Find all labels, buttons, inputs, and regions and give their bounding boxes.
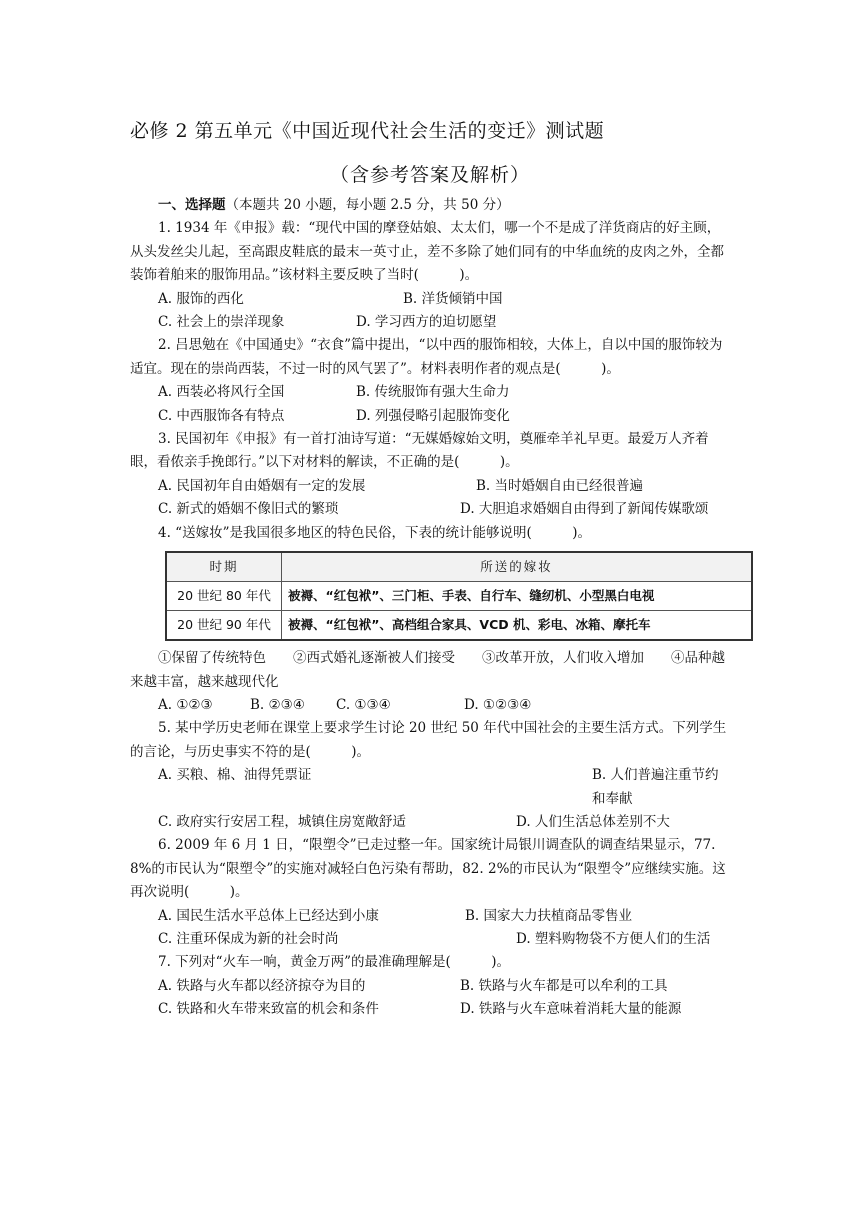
question-6-options-row1: [130, 905, 728, 928]
document-title: 必修 2 第五单元《中国近现代社会生活的变迁》测试题: [130, 120, 605, 142]
question-2-option-a: A. 西装必将风行全国: [158, 384, 285, 401]
question-2-option-d: D. 列强侵略引起服饰变化: [356, 407, 510, 424]
question-1-option-b: B. 洋货倾销中国: [403, 290, 503, 307]
question-7-option-b: B. 铁路与火车都是可以牟利的工具: [460, 977, 668, 994]
question-4-option-c: C. ①③④: [336, 696, 391, 713]
question-6-option-b: B. 国家大力扶植商品零售业: [465, 907, 633, 924]
question-4-options: [130, 694, 728, 717]
question-3-options-row1: [130, 475, 728, 498]
table-row: [166, 582, 752, 611]
table-cell-dowry: 被褥、“红包袱”、三门柜、手表、自行车、缝纫机、小型黑白电视: [282, 582, 753, 611]
section-heading: [130, 194, 728, 217]
section-label: 一、选择题: [158, 197, 226, 213]
question-6-option-a: A. 国民生活水平总体上已经达到小康: [158, 907, 379, 924]
table-header-row: [166, 552, 752, 582]
question-2-text: 2. 吕思勉在《中国通史》“衣食”篇中提出，“以中西的服饰相较，大体上，自以中国的服饰较为适宜。现在的崇尚西装，不过一时的风气罢了”。材料表明作者的观点是( )。: [130, 337, 723, 377]
table-cell-period: 20 世纪 90 年代: [166, 611, 282, 641]
question-4-statements: ①保留了传统特色 ②西式婚礼逐渐被人们接受 ③改革开放，人们收入增加 ④品种越来越丰富，越来越现代化: [130, 650, 725, 690]
question-1-option-d: D. 学习西方的迫切愿望: [356, 314, 497, 331]
question-3-option-c: C. 新式的婚姻不像旧式的繁琐: [158, 501, 339, 518]
dowry-table: [165, 551, 753, 641]
table-header-dowry: 所送的嫁妆: [282, 552, 753, 582]
question-5-options-row2: [130, 811, 728, 834]
question-2-options-row1: [130, 381, 728, 404]
question-list: [130, 194, 728, 1022]
question-1-options-row2: [130, 311, 728, 334]
table-row: [166, 611, 752, 641]
table-header-period: 时期: [166, 552, 282, 582]
question-6-option-c: C. 注重环保成为新的社会时尚: [158, 930, 339, 947]
question-7-options-row2: [130, 998, 728, 1021]
question-5-options-row1: [130, 764, 728, 811]
document-subtitle: （含参考答案及解析）: [329, 164, 530, 186]
question-5-option-a: A. 买粮、棉、油得凭票证: [158, 767, 312, 784]
question-5-option-c: C. 政府实行安居工程，城镇住房宽敞舒适: [158, 813, 406, 830]
question-7-options-row1: [130, 975, 728, 998]
question-1-options-row1: [130, 288, 728, 311]
question-2-options-row2: [130, 405, 728, 428]
table-cell-dowry: 被褥、“红包袱”、高档组合家具、VCD 机、彩电、冰箱、摩托车: [282, 611, 753, 641]
question-7-option-a: A. 铁路与火车都以经济掠夺为目的: [158, 977, 366, 994]
question-6-option-d: D. 塑料购物袋不方便人们的生活: [516, 930, 711, 947]
table-cell-period: 20 世纪 80 年代: [166, 582, 282, 611]
question-6-options-row2: [130, 928, 728, 951]
question-3-text: 3. 民国初年《申报》有一首打油诗写道：“无媒婚嫁始文明，奠雁牵羊礼早更。最爱万人齐着眼，看侬亲手挽郎行。”以下对材料的解读，不正确的是( )。: [130, 431, 709, 471]
question-2-option-b: B. 传统服饰有强大生命力: [356, 384, 510, 401]
question-2-option-c: C. 中西服饰各有特点: [158, 407, 285, 424]
question-4-option-a: A. ①②③: [158, 696, 213, 713]
question-4-option-d: D. ①②③④: [464, 696, 532, 713]
question-5-option-d: D. 人们生活总体差别不大: [516, 813, 670, 830]
question-5-text: 5. 某中学历史老师在课堂上要求学生讨论 20 世纪 50 年代中国社会的主要生活方式。下列学生的言论，与历史事实不符的是( )。: [130, 720, 727, 760]
question-1-option-c: C. 社会上的崇洋现象: [158, 314, 285, 331]
question-7-option-d: D. 铁路与火车意味着消耗大量的能源: [460, 1001, 682, 1018]
question-5-option-b: B. 人们普遍注重节约和奉献: [592, 767, 719, 807]
question-7-text: 7. 下列对“火车一响，黄金万两”的最准确理解是( )。: [158, 954, 511, 971]
question-6-text: 6. 2009 年 6 月 1 日，“限塑令”已走过整一年。国家统计局银川调查队的调查结果显示，77. 8%的市民认为“限塑令”的实施对减轻白色污染有帮助，82. 2%的市民认为“限塑令”应继续实施。这再次说明( )。: [130, 837, 726, 901]
question-1-option-a: A. 服饰的西化: [158, 290, 244, 307]
question-3-option-a: A. 民国初年自由婚姻有一定的发展: [158, 477, 366, 494]
question-7-option-c: C. 铁路和火车带来致富的机会和条件: [158, 1001, 379, 1018]
question-4-option-b: B. ②③④: [250, 696, 305, 713]
question-4-text: 4. “送嫁妆”是我国很多地区的特色民俗，下表的统计能够说明( )。: [158, 524, 592, 541]
question-3-option-b: B. 当时婚姻自由已经很普遍: [476, 477, 644, 494]
question-3-options-row2: [130, 498, 728, 521]
section-note: （本题共 20 小题，每小题 2.5 分，共 50 分）: [225, 197, 510, 213]
question-3-option-d: D. 大胆追求婚姻自由得到了新闻传媒歌颂: [460, 501, 709, 518]
question-1-text: 1. 1934 年《申报》载：“现代中国的摩登姑娘、太太们，哪一个不是成了洋货商店的好主顾，从头发丝尖儿起，至高跟皮鞋底的最末一英寸止，差不多除了她们同有的中华血统的皮肉之外，全都装饰着舶来的服饰用品。”该材料主要反映了当时( )。: [130, 220, 724, 284]
